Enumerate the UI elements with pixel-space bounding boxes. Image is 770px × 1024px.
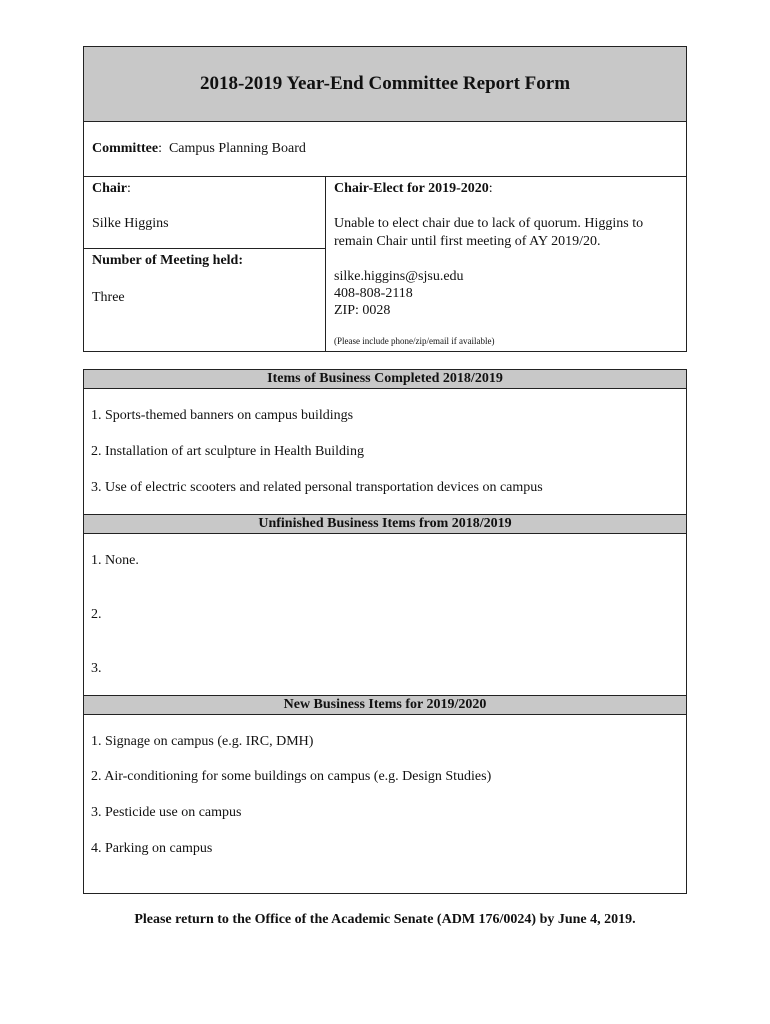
chair-label: Chair [92, 181, 127, 196]
chair-column: Chair: Silke Higgins Number of Meeting held: Three [84, 177, 325, 351]
completed-item: 1. Sports-themed banners on campus buildings [91, 408, 354, 423]
report-header-box [83, 46, 687, 352]
new-business-item: 2. Air-conditioning for some buildings on campus (e.g. Design Studies) [91, 769, 492, 784]
chair-elect-column: Chair-Elect for 2019-2020: Unable to elect chair due to lack of quorum. Higgins to remain Chair until first meeting of AY 2019/20. silke.higgins@sjsu.edu 408-808-2118 ZIP: 0028 (Please include phone/zip/email if available) [334, 181, 644, 346]
chair-elect-note-2: remain Chair until first meeting of AY 2019/20. [334, 234, 601, 249]
new-business-item: 1. Signage on campus (e.g. IRC, DMH) [91, 734, 314, 749]
completed-item: 2. Installation of art sculpture in Health Building [91, 444, 364, 459]
contact-zip: ZIP: 0028 [334, 303, 391, 318]
contact-email: silke.higgins@sjsu.edu [334, 269, 464, 284]
committee-row: Committee: Campus Planning Board [84, 121, 686, 177]
unfinished-heading: Unfinished Business Items from 2018/2019 [84, 514, 686, 534]
unfinished-item: 1. None. [91, 553, 139, 568]
unfinished-item: 3. [91, 661, 102, 676]
unfinished-item: 2. [91, 607, 102, 622]
form-title: 2018-2019 Year-End Committee Report Form [84, 47, 686, 122]
business-items-box [83, 369, 687, 894]
meetings-value: Three [92, 290, 125, 305]
new-business-heading: New Business Items for 2019/2020 [84, 695, 686, 715]
chair-elect-label: Chair-Elect for 2019-2020 [334, 181, 489, 196]
completed-heading: Items of Business Completed 2018/2019 [84, 369, 686, 389]
meetings-label: Number of Meeting held: [92, 253, 243, 268]
committee-value: Campus Planning Board [168, 141, 306, 156]
contact-phone: 408-808-2118 [334, 286, 413, 301]
committee-label: Committee [92, 141, 159, 156]
left-divider [84, 248, 325, 249]
completed-item: 3. Use of electric scooters and related personal transportation devices on campus [91, 480, 543, 495]
new-business-item: 4. Parking on campus [91, 841, 213, 856]
return-instructions: Please return to the Office of the Academic Senate (ADM 176/0024) by June 4, 2019. [134, 912, 636, 927]
chair-elect-note-1: Unable to elect chair due to lack of quorum. Higgins to [334, 216, 644, 231]
chair-name: Silke Higgins [92, 216, 169, 231]
new-business-item: 3. Pesticide use on campus [91, 805, 242, 820]
contact-hint: (Please include phone/zip/email if available) [334, 336, 495, 346]
